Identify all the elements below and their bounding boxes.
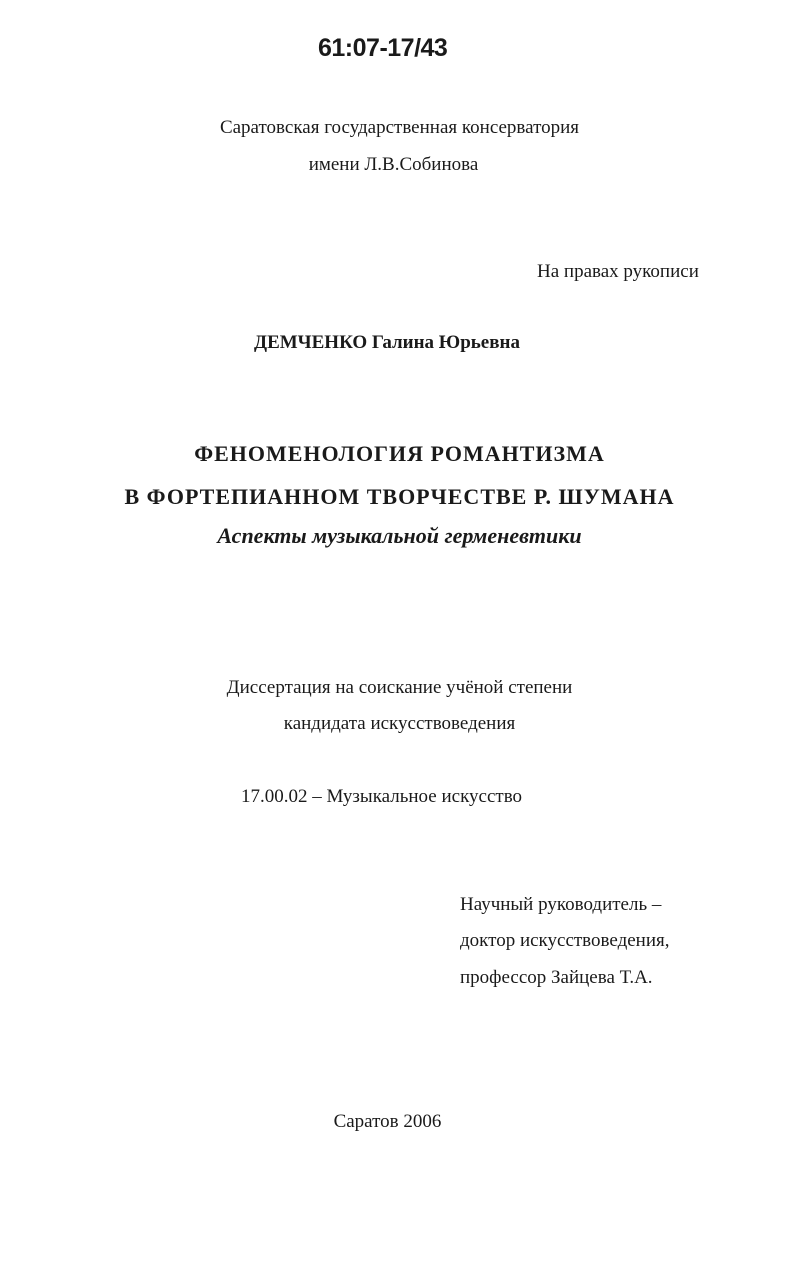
author-name: ДЕМЧЕНКО Галина Юрьевна xyxy=(254,332,520,353)
subtitle: Аспекты музыкальной герменевтики xyxy=(217,523,582,548)
degree-line-2: кандидата искусствоведения xyxy=(283,713,516,734)
city-year: Саратов 2006 xyxy=(333,1111,442,1132)
advisor-degree: доктор искусствоведения, xyxy=(460,930,670,951)
title-line-2: В ФОРТЕПИАННОМ ТВОРЧЕСТВЕ Р. ШУМАНА xyxy=(124,484,675,509)
institution-name: Саратовская государственная консерватория xyxy=(219,117,580,138)
manuscript-rights-note: На правах рукописи xyxy=(537,261,699,282)
specialty-code: 17.00.02 – Музыкальное искусство xyxy=(241,786,523,807)
title-line-1: ФЕНОМЕНОЛОГИЯ РОМАНТИЗМА xyxy=(194,441,605,466)
degree-line-1: Диссертация на соискание учёной степени xyxy=(226,677,573,698)
institution-named-after: имени Л.В.Собинова xyxy=(308,154,479,175)
catalog-number: 61:07-17/43 xyxy=(318,34,448,62)
advisor-name: профессор Зайцева Т.А. xyxy=(460,967,653,988)
advisor-role: Научный руководитель – xyxy=(460,894,662,915)
